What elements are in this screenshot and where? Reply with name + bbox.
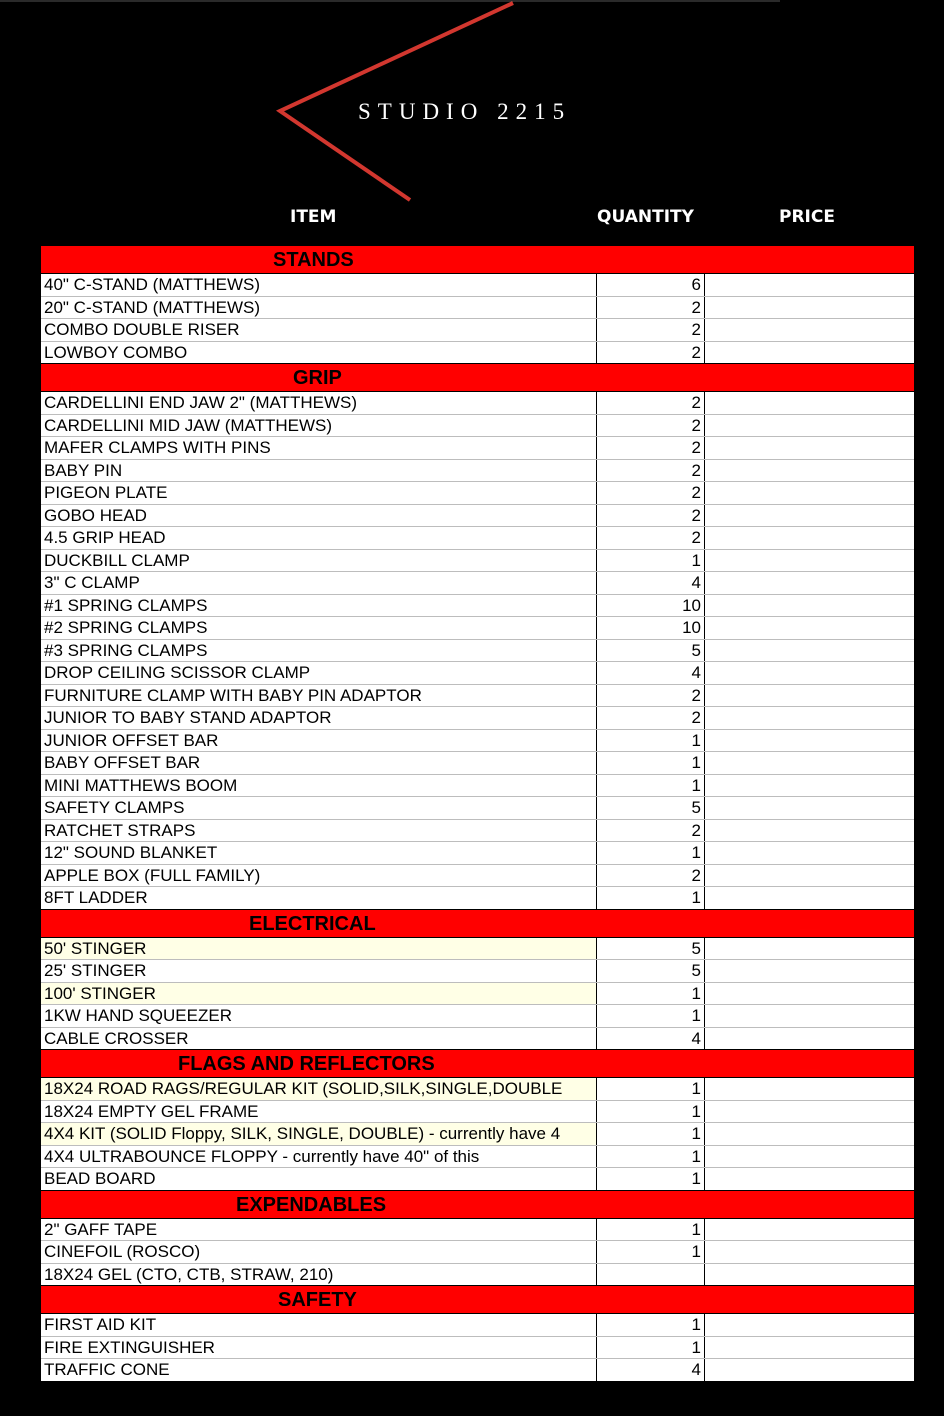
table-row: [41, 1219, 914, 1242]
column-header-quantity: QUANTITY: [597, 207, 694, 227]
section-header: [41, 364, 914, 392]
item-cell[interactable]: CINEFOIL (ROSCO): [41, 1241, 597, 1263]
table-row: [41, 1146, 914, 1169]
price-cell[interactable]: [705, 797, 914, 819]
price-cell[interactable]: [705, 527, 914, 549]
quantity-cell[interactable]: 1: [597, 1314, 705, 1336]
table-row: [41, 842, 914, 865]
table-row: [41, 595, 914, 618]
item-cell[interactable]: FIRE EXTINGUISHER: [41, 1337, 597, 1359]
quantity-cell[interactable]: 2: [597, 527, 705, 549]
quantity-cell[interactable]: 1: [597, 1168, 705, 1190]
table-row: [41, 1241, 914, 1264]
price-cell[interactable]: [705, 1314, 914, 1336]
quantity-cell[interactable]: 1: [597, 1123, 705, 1145]
item-cell[interactable]: #3 SPRING CLAMPS: [41, 640, 597, 662]
column-header-item: ITEM: [290, 207, 337, 227]
table-row: [41, 1123, 914, 1146]
table-row: [41, 617, 914, 640]
table-row: [41, 482, 914, 505]
quantity-cell[interactable]: 2: [597, 319, 705, 341]
item-cell[interactable]: DUCKBILL CLAMP: [41, 550, 597, 572]
item-cell[interactable]: CABLE CROSSER: [41, 1028, 597, 1050]
equipment-sheet: [41, 246, 914, 1382]
item-cell[interactable]: 25' STINGER: [41, 960, 597, 982]
table-row: [41, 392, 914, 415]
price-cell[interactable]: [705, 505, 914, 527]
item-cell[interactable]: TRAFFIC CONE: [41, 1359, 597, 1381]
item-cell[interactable]: #2 SPRING CLAMPS: [41, 617, 597, 639]
price-cell[interactable]: [705, 730, 914, 752]
section-header: [41, 246, 914, 274]
item-cell[interactable]: BEAD BOARD: [41, 1168, 597, 1190]
quantity-cell[interactable]: 4: [597, 662, 705, 684]
item-cell[interactable]: #1 SPRING CLAMPS: [41, 595, 597, 617]
quantity-cell[interactable]: 2: [597, 342, 705, 364]
item-cell[interactable]: SAFETY CLAMPS: [41, 797, 597, 819]
item-cell[interactable]: 18X24 EMPTY GEL FRAME: [41, 1101, 597, 1123]
section-header: [41, 1286, 914, 1314]
price-cell[interactable]: [705, 865, 914, 887]
price-cell[interactable]: [705, 707, 914, 729]
table-row: [41, 1028, 914, 1051]
quantity-cell[interactable]: 2: [597, 415, 705, 437]
table-row: [41, 887, 914, 910]
quantity-cell[interactable]: 4: [597, 1359, 705, 1381]
quantity-cell[interactable]: 1: [597, 887, 705, 909]
quantity-cell[interactable]: 2: [597, 460, 705, 482]
quantity-cell[interactable]: 1: [597, 1078, 705, 1100]
table-row: [41, 274, 914, 297]
item-cell[interactable]: CARDELLINI END JAW 2" (MATTHEWS): [41, 392, 597, 414]
quantity-cell[interactable]: 1: [597, 550, 705, 572]
price-cell[interactable]: [705, 1146, 914, 1168]
price-cell[interactable]: [705, 983, 914, 1005]
item-cell[interactable]: FURNITURE CLAMP WITH BABY PIN ADAPTOR: [41, 685, 597, 707]
quantity-cell[interactable]: 1: [597, 1337, 705, 1359]
quantity-cell[interactable]: 2: [597, 392, 705, 414]
table-row: [41, 1337, 914, 1360]
section-title: GRIP: [293, 367, 342, 389]
quantity-cell[interactable]: 2: [597, 505, 705, 527]
item-cell[interactable]: 3" C CLAMP: [41, 572, 597, 594]
item-cell[interactable]: LOWBOY COMBO: [41, 342, 597, 364]
table-row: [41, 775, 914, 798]
item-cell[interactable]: 1KW HAND SQUEEZER: [41, 1005, 597, 1027]
quantity-cell[interactable]: 2: [597, 820, 705, 842]
quantity-cell[interactable]: 5: [597, 797, 705, 819]
table-row: [41, 685, 914, 708]
quantity-cell[interactable]: 1: [597, 1146, 705, 1168]
price-cell[interactable]: [705, 1168, 914, 1190]
price-cell[interactable]: [705, 1359, 914, 1381]
price-cell[interactable]: [705, 1123, 914, 1145]
item-cell[interactable]: JUNIOR OFFSET BAR: [41, 730, 597, 752]
quantity-cell[interactable]: 1: [597, 983, 705, 1005]
quantity-cell[interactable]: 2: [597, 685, 705, 707]
price-cell[interactable]: [705, 842, 914, 864]
price-cell[interactable]: [705, 1264, 914, 1286]
table-row: [41, 437, 914, 460]
table-row: [41, 752, 914, 775]
price-cell[interactable]: [705, 960, 914, 982]
section-title: STANDS: [273, 249, 354, 271]
quantity-cell[interactable]: 4: [597, 1028, 705, 1050]
item-cell[interactable]: COMBO DOUBLE RISER: [41, 319, 597, 341]
item-cell[interactable]: 4X4 ULTRABOUNCE FLOPPY - currently have 40" of this: [41, 1146, 597, 1168]
item-cell[interactable]: RATCHET STRAPS: [41, 820, 597, 842]
table-row: [41, 505, 914, 528]
price-cell[interactable]: [705, 662, 914, 684]
item-cell[interactable]: BABY PIN: [41, 460, 597, 482]
table-row: [41, 1078, 914, 1101]
item-cell[interactable]: BABY OFFSET BAR: [41, 752, 597, 774]
price-cell[interactable]: [705, 460, 914, 482]
quantity-cell[interactable]: 5: [597, 938, 705, 960]
section-title: ELECTRICAL: [249, 912, 376, 935]
item-cell[interactable]: 12" SOUND BLANKET: [41, 842, 597, 864]
price-cell[interactable]: [705, 1337, 914, 1359]
quantity-cell[interactable]: 1: [597, 1219, 705, 1241]
quantity-cell[interactable]: 10: [597, 617, 705, 639]
table-row: [41, 572, 914, 595]
item-cell[interactable]: 100' STINGER: [41, 983, 597, 1005]
price-cell[interactable]: [705, 1101, 914, 1123]
table-row: [41, 1264, 914, 1287]
price-cell[interactable]: [705, 342, 914, 364]
item-cell[interactable]: PIGEON PLATE: [41, 482, 597, 504]
item-cell[interactable]: 8FT LADDER: [41, 887, 597, 909]
quantity-cell[interactable]: 5: [597, 960, 705, 982]
logo-text: STUDIO 2215: [358, 99, 572, 124]
quantity-cell[interactable]: 2: [597, 707, 705, 729]
item-cell[interactable]: 20" C-STAND (MATTHEWS): [41, 297, 597, 319]
quantity-cell[interactable]: 4: [597, 572, 705, 594]
section-title: EXPENDABLES: [236, 1193, 387, 1216]
item-cell[interactable]: CARDELLINI MID JAW (MATTHEWS): [41, 415, 597, 437]
price-cell[interactable]: [705, 274, 914, 296]
item-cell[interactable]: 18X24 ROAD RAGS/REGULAR KIT (SOLID,SILK,SINGLE,DOUBLE: [41, 1078, 597, 1100]
price-cell[interactable]: [705, 1219, 914, 1241]
quantity-cell[interactable]: 1: [597, 730, 705, 752]
table-row: [41, 297, 914, 320]
price-cell[interactable]: [705, 595, 914, 617]
price-cell[interactable]: [705, 1241, 914, 1263]
price-cell[interactable]: [705, 685, 914, 707]
item-cell[interactable]: 4X4 KIT (SOLID Floppy, SILK, SINGLE, DOUBLE) - currently have 4: [41, 1123, 597, 1145]
price-cell[interactable]: [705, 1005, 914, 1027]
section-header: [41, 910, 914, 938]
item-cell[interactable]: FIRST AID KIT: [41, 1314, 597, 1336]
table-row: [41, 960, 914, 983]
section-header: [41, 1191, 914, 1219]
price-cell[interactable]: [705, 437, 914, 459]
section-title: FLAGS AND REFLECTORS: [178, 1053, 435, 1075]
price-cell[interactable]: [705, 887, 914, 909]
quantity-cell[interactable]: 2: [597, 297, 705, 319]
price-cell[interactable]: [705, 640, 914, 662]
price-cell[interactable]: [705, 572, 914, 594]
price-cell[interactable]: [705, 775, 914, 797]
item-cell[interactable]: APPLE BOX (FULL FAMILY): [41, 865, 597, 887]
item-cell[interactable]: GOBO HEAD: [41, 505, 597, 527]
table-row: [41, 1168, 914, 1191]
table-row: [41, 797, 914, 820]
quantity-cell[interactable]: 2: [597, 437, 705, 459]
table-row: [41, 415, 914, 438]
item-cell[interactable]: MAFER CLAMPS WITH PINS: [41, 437, 597, 459]
quantity-cell[interactable]: 10: [597, 595, 705, 617]
quantity-cell[interactable]: 1: [597, 842, 705, 864]
price-cell[interactable]: [705, 1028, 914, 1050]
table-row: [41, 820, 914, 843]
table-row: [41, 550, 914, 573]
item-cell[interactable]: DROP CEILING SCISSOR CLAMP: [41, 662, 597, 684]
section-header: [41, 1050, 914, 1078]
price-cell[interactable]: [705, 319, 914, 341]
quantity-cell[interactable]: 1: [597, 1241, 705, 1263]
quantity-cell[interactable]: [597, 1264, 705, 1286]
table-row: [41, 342, 914, 365]
table-row: [41, 319, 914, 342]
section-title: SAFETY: [278, 1289, 357, 1311]
price-cell[interactable]: [705, 415, 914, 437]
price-cell[interactable]: [705, 820, 914, 842]
quantity-cell[interactable]: 1: [597, 752, 705, 774]
table-row: [41, 662, 914, 685]
table-row: [41, 1314, 914, 1337]
item-cell[interactable]: MINI MATTHEWS BOOM: [41, 775, 597, 797]
price-cell[interactable]: [705, 617, 914, 639]
quantity-cell[interactable]: 1: [597, 1101, 705, 1123]
column-header-price: PRICE: [779, 207, 835, 227]
table-row: [41, 983, 914, 1006]
price-cell[interactable]: [705, 1078, 914, 1100]
item-cell[interactable]: 2" GAFF TAPE: [41, 1219, 597, 1241]
price-cell[interactable]: [705, 752, 914, 774]
table-row: [41, 1359, 914, 1382]
table-row: [41, 865, 914, 888]
price-cell[interactable]: [705, 482, 914, 504]
table-row: [41, 707, 914, 730]
item-cell[interactable]: 40" C-STAND (MATTHEWS): [41, 274, 597, 296]
quantity-cell[interactable]: 2: [597, 865, 705, 887]
price-cell[interactable]: [705, 392, 914, 414]
table-row: [41, 640, 914, 663]
table-row: [41, 527, 914, 550]
quantity-cell[interactable]: 2: [597, 482, 705, 504]
quantity-cell[interactable]: 6: [597, 274, 705, 296]
quantity-cell[interactable]: 1: [597, 1005, 705, 1027]
table-row: [41, 938, 914, 961]
quantity-cell[interactable]: 1: [597, 775, 705, 797]
table-row: [41, 1101, 914, 1124]
quantity-cell[interactable]: 5: [597, 640, 705, 662]
item-cell[interactable]: 18X24 GEL (CTO, CTB, STRAW, 210): [41, 1264, 597, 1286]
item-cell[interactable]: 4.5 GRIP HEAD: [41, 527, 597, 549]
item-cell[interactable]: 50' STINGER: [41, 938, 597, 960]
price-cell[interactable]: [705, 297, 914, 319]
price-cell[interactable]: [705, 550, 914, 572]
table-row: [41, 730, 914, 753]
table-row: [41, 1005, 914, 1028]
table-row: [41, 460, 914, 483]
item-cell[interactable]: JUNIOR TO BABY STAND ADAPTOR: [41, 707, 597, 729]
price-cell[interactable]: [705, 938, 914, 960]
